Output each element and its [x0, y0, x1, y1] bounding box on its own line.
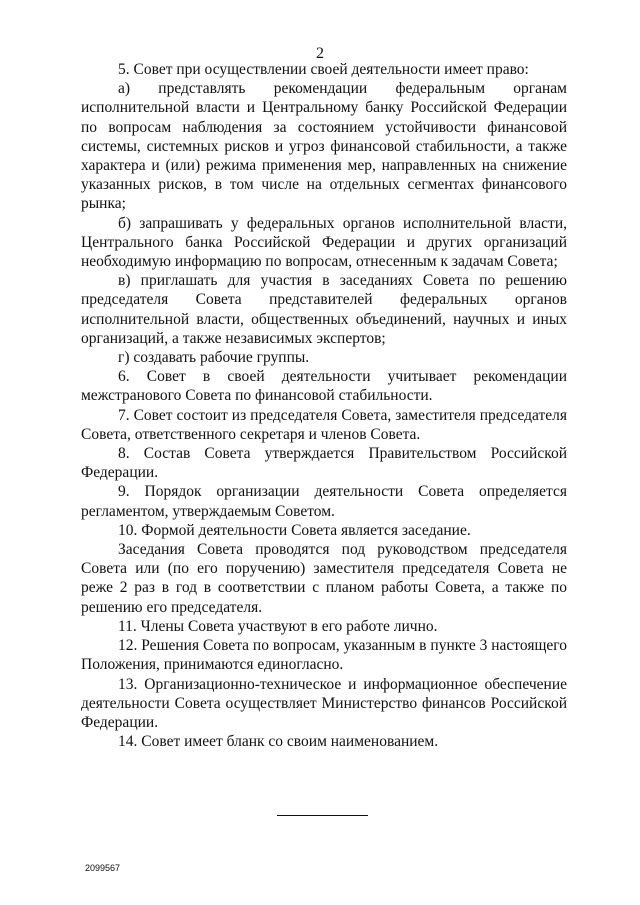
paragraph-12: 12. Решения Совета по вопросам, указанным в пункте 3 настоящего Положения, принимаются единогласно. — [81, 637, 567, 674]
paragraph-5v: в) приглашать для участия в заседаниях Совета по решению председателя Совета представителей федеральных органов исполнительной власти, общественных объединений, научных и иных организаций, а также независимых экспертов; — [81, 272, 567, 347]
paragraph-14: 14. Совет имеет бланк со своим наименованием. — [118, 733, 439, 751]
paragraph-13: 13. Организационно-техническое и информационное обеспечение деятельности Совета осуществляет Министерство финансов Российской Федерации. — [81, 675, 567, 731]
paragraph-5a: а) представлять рекомендации федеральным органам исполнительной власти и Центральному банку Российской Федерации по вопросам наблюдения за состоянием устойчивости финансовой системы, системных рисков и угроз финансовой стабильности, а также характера и (или) режима применения мер, направленных на снижение указанных рисков, в том числе на отдельных сегментах финансового рынка; — [81, 80, 567, 213]
end-divider-line — [277, 815, 368, 816]
paragraph-10: 10. Формой деятельности Совета является заседание. — [118, 521, 471, 539]
paragraph-9: 9. Порядок организации деятельности Совета определяется регламентом, утверждаемым Советом. — [81, 483, 567, 520]
paragraph-10-meetings: Заседания Совета проводятся под руководством председателя Совета или (по его поручению) заместителя председателя Совета не реже 2 раз в год в соответствии с планом работы Совета, а также по решению его председателя. — [81, 541, 567, 616]
paragraph-5-rights-intro: 5. Совет при осуществлении своей деятельности имеет право: — [118, 61, 529, 78]
paragraph-8: 8. Состав Совета утверждается Правительством Российской Федерации. — [81, 445, 567, 482]
paragraph-5g: г) создавать рабочие группы. — [118, 349, 310, 367]
page-number: 2 — [316, 45, 324, 62]
paragraph-5b: б) запрашивать у федеральных органов исполнительной власти, Центрального банка Российской Федерации и других организаций необходимую информацию по вопросам, отнесенным к задачам Совета; — [81, 214, 567, 271]
paragraph-7: 7. Совет состоит из председателя Совета, заместителя председателя Совета, ответственного секретаря и членов Совета. — [81, 406, 567, 443]
paragraph-6: 6. Совет в своей деятельности учитывает рекомендации межстранового Совета по финансовой стабильности. — [81, 368, 567, 405]
paragraph-11: 11. Члены Совета участвуют в его работе лично. — [118, 617, 438, 635]
document-code: 2099567 — [85, 863, 121, 873]
document-body — [81, 60, 567, 751]
